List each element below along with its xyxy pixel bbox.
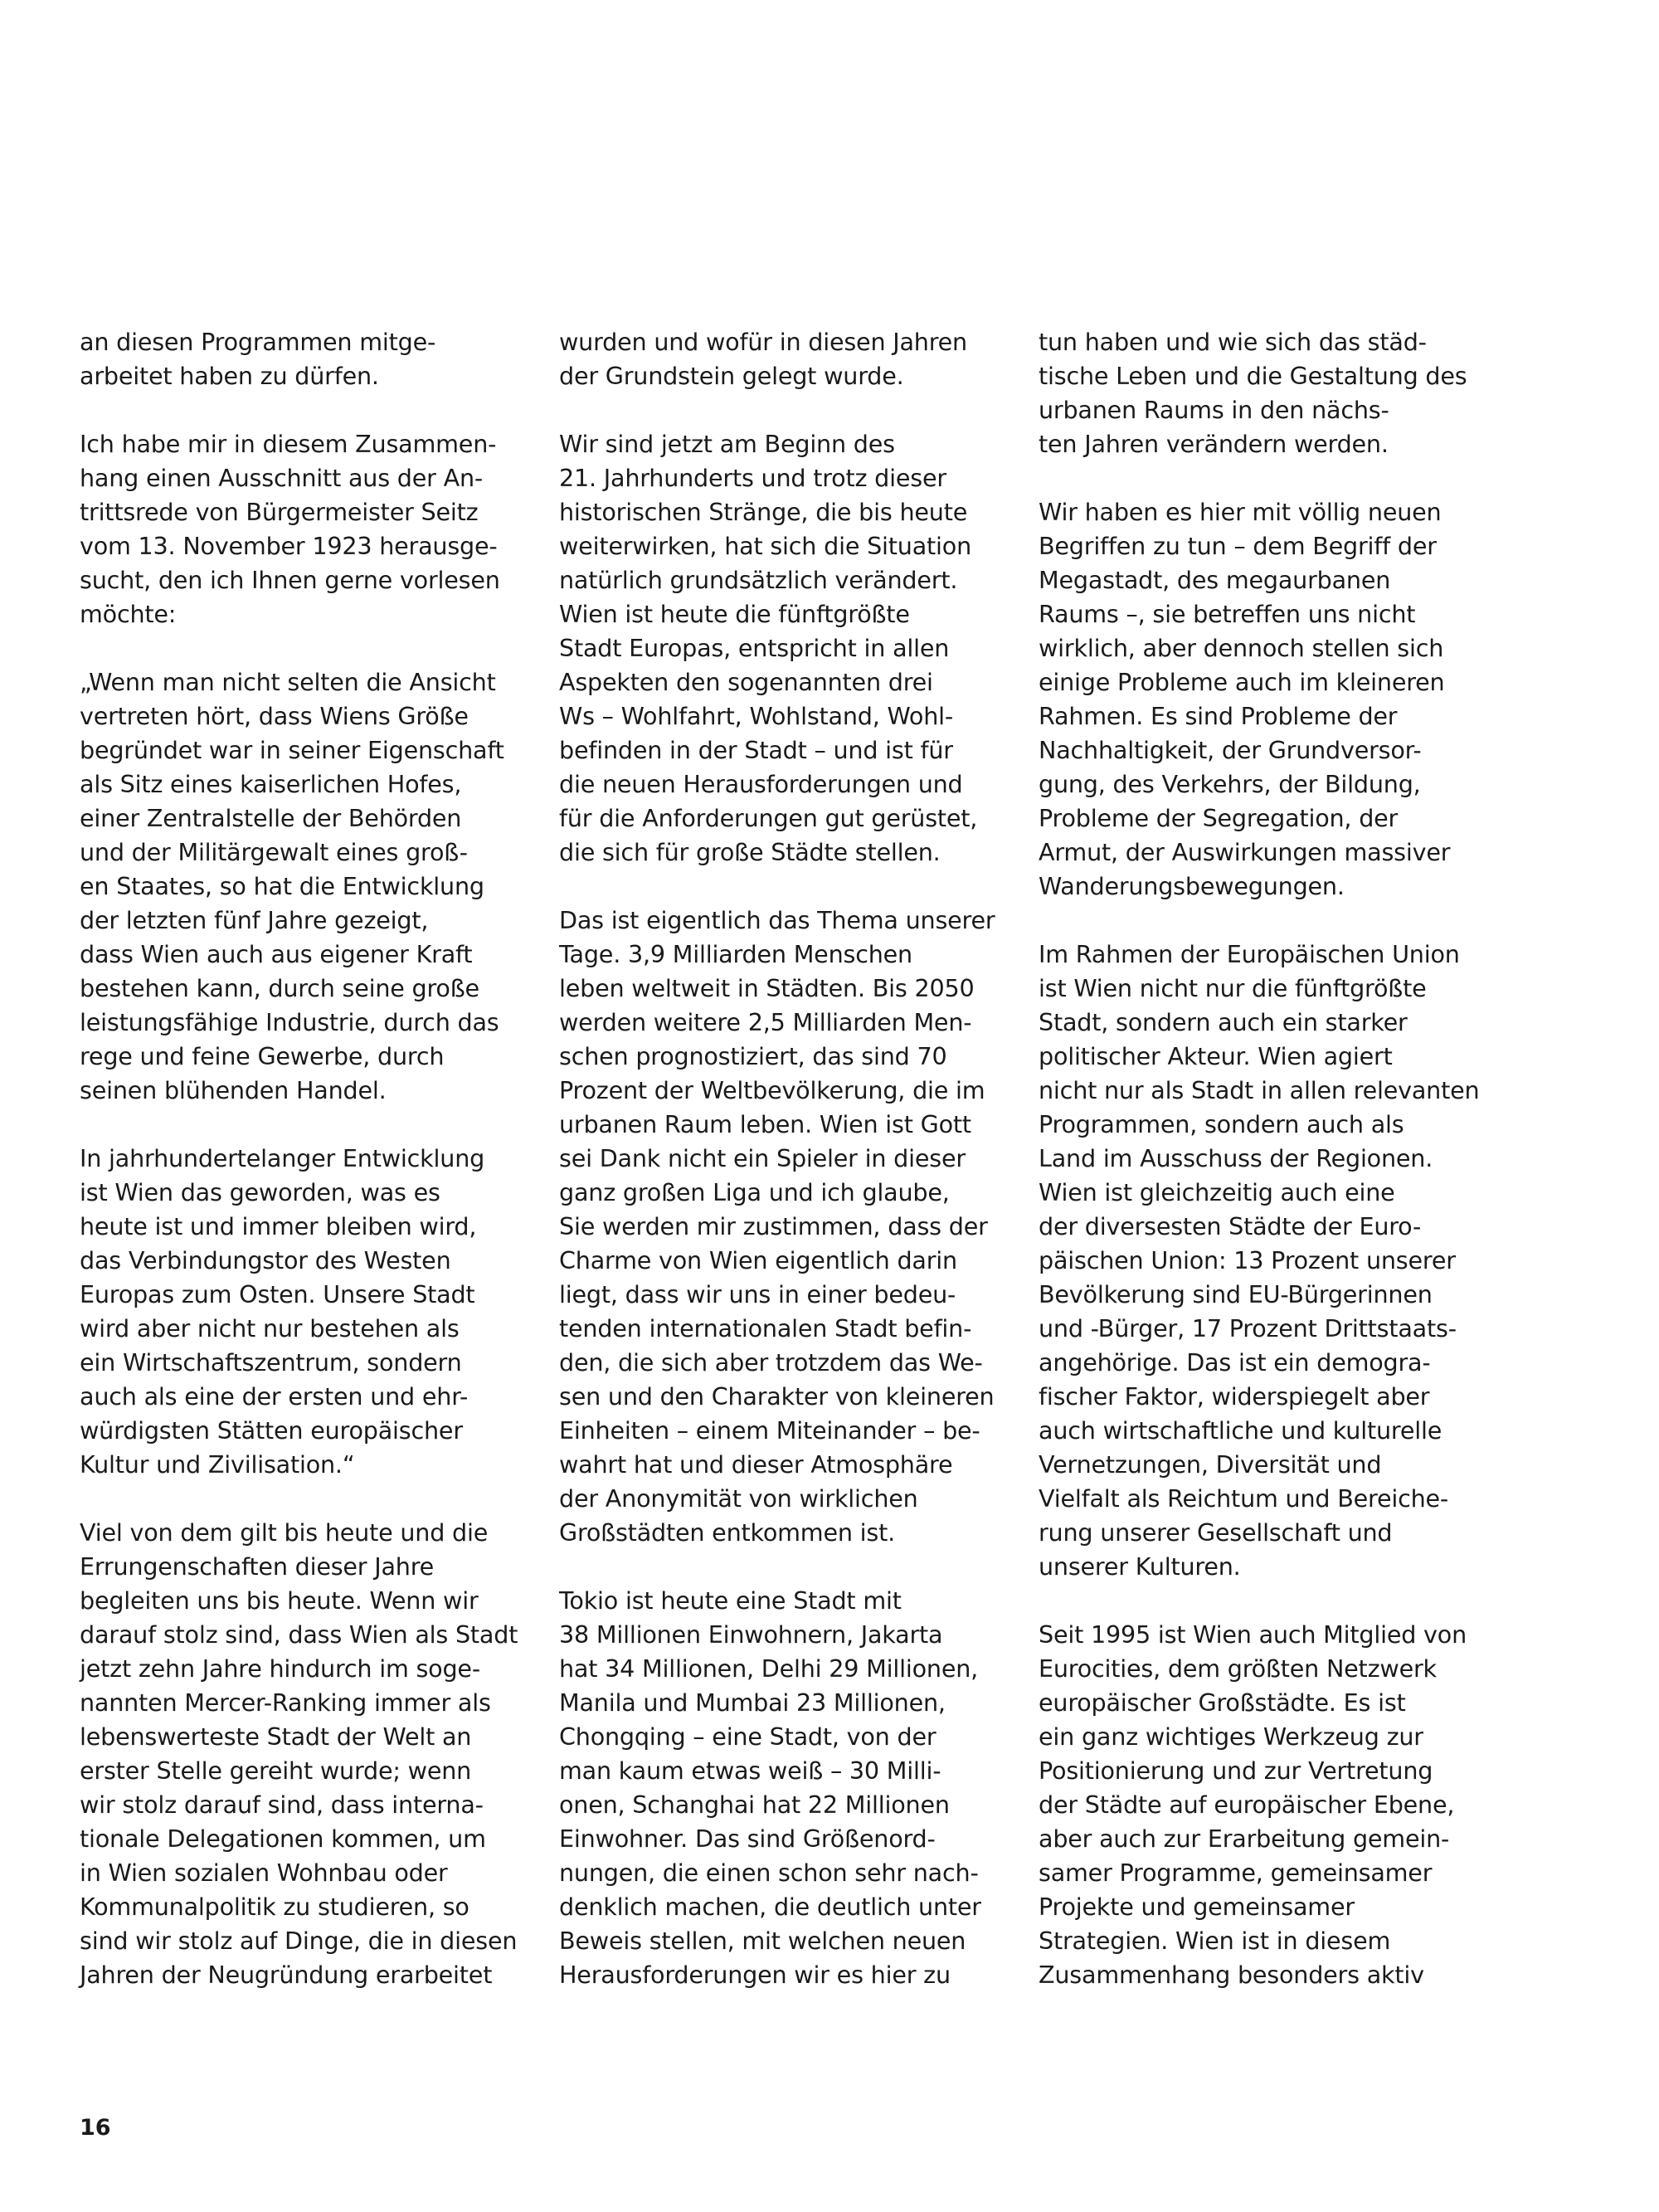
text-line: „Wenn man nicht selten die Ansicht (80, 668, 496, 696)
text-line: Vielfalt als Reichtum und Bereiche- (1039, 1484, 1449, 1513)
text-line: Nachhaltigkeit, der Grundversor- (1039, 736, 1422, 764)
text-line: rege und feine Gewerbe, durch (80, 1042, 445, 1070)
text-line: seinen blühenden Handel. (80, 1076, 387, 1104)
text-line: historischen Stränge, die bis heute (559, 498, 968, 526)
text-line: Sie werden mir zustimmen, dass der (559, 1212, 988, 1240)
text-line: einer Zentralstelle der Behörden (80, 804, 462, 832)
text-line: und der Militärgewalt eines groß- (80, 838, 468, 866)
text-line: der Anonymität von wirklichen (559, 1484, 918, 1513)
paragraph (1039, 325, 1503, 461)
text-line: trittsrede von Bürgermeister Seitz (80, 498, 479, 526)
text-line: Aspekten den sogenannten drei (559, 668, 933, 696)
text-line: der diversesten Städte der Euro- (1039, 1212, 1422, 1240)
text-column-1 (80, 325, 544, 2026)
text-line: Wir sind jetzt am Beginn des (559, 430, 895, 458)
text-line: jetzt zehn Jahre hindurch im soge- (80, 1654, 480, 1683)
text-line: Land im Ausschuss der Regionen. (1039, 1144, 1433, 1172)
paragraph (80, 325, 544, 393)
text-line: Beweis stellen, mit welchen neuen (559, 1927, 966, 1955)
text-line: arbeitet haben zu dürfen. (80, 362, 379, 390)
text-line: der Städte auf europäischer Ebene, (1039, 1791, 1455, 1819)
text-line: Kultur und Zivilisation.“ (80, 1450, 355, 1479)
text-line: Charme von Wien eigentlich darin (559, 1246, 957, 1274)
paragraph (559, 1584, 1024, 1992)
text-line: ein Wirtschaftszentrum, sondern (80, 1348, 462, 1376)
paragraph (80, 427, 544, 631)
paragraph (1039, 938, 1503, 1584)
text-line: Wanderungsbewegungen. (1039, 872, 1345, 900)
text-line: würdigsten Stätten europäischer (80, 1416, 463, 1445)
text-line: wir stolz darauf sind, dass interna- (80, 1791, 484, 1819)
text-line: an diesen Programmen mitge- (80, 328, 436, 356)
text-line: man kaum etwas weiß – 30 Milli- (559, 1756, 941, 1785)
text-line: Projekte und gemeinsamer (1039, 1893, 1355, 1921)
text-line: en Staates, so hat die Entwicklung (80, 872, 484, 900)
text-line: Programmen, sondern auch als (1039, 1110, 1404, 1138)
text-line: sen und den Charakter von kleineren (559, 1382, 995, 1411)
text-line: Begriffen zu tun – dem Begriff der (1039, 532, 1437, 560)
text-line: urbanen Raum leben. Wien ist Gott (559, 1110, 971, 1138)
text-line: Ws – Wohlfahrt, Wohlstand, Wohl- (559, 702, 953, 730)
paragraph (1039, 1618, 1503, 1992)
text-line: bestehen kann, durch seine große (80, 974, 479, 1002)
text-line: Zusammenhang besonders aktiv (1039, 1961, 1424, 1989)
text-line: Chongqing – eine Stadt, von der (559, 1722, 937, 1751)
text-line: nannten Mercer-Ranking immer als (80, 1688, 491, 1717)
text-line: wahrt hat und dieser Atmosphäre (559, 1450, 953, 1479)
text-line: Vernetzungen, Diversität und (1039, 1450, 1382, 1479)
text-line: Seit 1995 ist Wien auch Mitglied von (1039, 1620, 1467, 1649)
text-line: lebenswerteste Stadt der Welt an (80, 1722, 472, 1751)
text-line: der letzten fünf Jahre gezeigt, (80, 906, 429, 934)
text-line: Europas zum Osten. Unsere Stadt (80, 1280, 475, 1308)
text-line: dass Wien auch aus eigener Kraft (80, 940, 473, 968)
text-line: der Grundstein gelegt wurde. (559, 362, 904, 390)
text-line: Stadt, sondern auch ein starker (1039, 1008, 1408, 1036)
text-line: für die Anforderungen gut gerüstet, (559, 804, 978, 832)
text-line: Herausforderungen wir es hier zu (559, 1961, 951, 1989)
page-number: 16 (80, 2115, 111, 2141)
paragraph (80, 1142, 544, 1482)
text-line: denklich machen, die deutlich unter (559, 1893, 981, 1921)
text-line: samer Programme, gemeinsamer (1039, 1859, 1433, 1887)
text-line: Rahmen. Es sind Probleme der (1039, 702, 1398, 730)
text-line: weiterwirken, hat sich die Situation (559, 532, 972, 560)
text-line: möchte: (80, 600, 177, 628)
text-line: europäischer Großstädte. Es ist (1039, 1688, 1406, 1717)
paragraph (559, 904, 1024, 1550)
text-line: vom 13. November 1923 herausge- (80, 532, 498, 560)
text-line: einige Probleme auch im kleineren (1039, 668, 1445, 696)
text-line: ganz großen Liga und ich glaube, (559, 1178, 950, 1206)
text-line: sei Dank nicht ein Spieler in dieser (559, 1144, 966, 1172)
text-line: Wir haben es hier mit völlig neuen (1039, 498, 1442, 526)
text-line: gung, des Verkehrs, der Bildung, (1039, 770, 1421, 798)
text-line: nicht nur als Stadt in allen relevanten (1039, 1076, 1480, 1104)
text-line: ist Wien das geworden, was es (80, 1178, 440, 1206)
text-line: 21. Jahrhunderts und trotz dieser (559, 464, 946, 492)
text-line: wird aber nicht nur bestehen als (80, 1314, 460, 1342)
text-line: die sich für große Städte stellen. (559, 838, 941, 866)
text-line: rung unserer Gesellschaft und (1039, 1518, 1393, 1547)
text-line: Viel von dem gilt bis heute und die (80, 1518, 489, 1547)
text-line: vertreten hört, dass Wiens Größe (80, 702, 469, 730)
text-line: Errungenschaften dieser Jahre (80, 1552, 435, 1581)
text-line: Tage. 3,9 Milliarden Menschen (559, 940, 912, 968)
text-line: hang einen Ausschnitt aus der An- (80, 464, 483, 492)
text-line: darauf stolz sind, dass Wien als Stadt (80, 1620, 518, 1649)
text-line: ten Jahren verändern werden. (1039, 430, 1389, 458)
text-line: sucht, den ich Ihnen gerne vorlesen (80, 566, 500, 594)
text-line: werden weitere 2,5 Milliarden Men- (559, 1008, 972, 1036)
text-line: Das ist eigentlich das Thema unserer (559, 906, 995, 934)
text-line: Bevölkerung sind EU-Bürgerinnen (1039, 1280, 1433, 1308)
text-line: ein ganz wichtiges Werkzeug zur (1039, 1722, 1423, 1751)
text-line: begründet war in seiner Eigenschaft (80, 736, 504, 764)
text-line: tun haben und wie sich das städ- (1039, 328, 1427, 356)
text-line: Kommunalpolitik zu studieren, so (80, 1893, 469, 1921)
text-line: befinden in der Stadt – und ist für (559, 736, 953, 764)
text-line: Ich habe mir in diesem Zusammen- (80, 430, 497, 458)
text-line: aber auch zur Erarbeitung gemein- (1039, 1825, 1450, 1853)
text-line: heute ist und immer bleiben wird, (80, 1212, 477, 1240)
text-line: liegt, dass wir uns in einer bedeu- (559, 1280, 956, 1308)
text-line: in Wien sozialen Wohnbau oder (80, 1859, 448, 1887)
text-line: leben weltweit in Städten. Bis 2050 (559, 974, 975, 1002)
text-line: Jahren der Neugründung erarbeitet (80, 1961, 493, 1989)
text-line: begleiten uns bis heute. Wenn wir (80, 1586, 479, 1615)
text-line: Positionierung und zur Vertretung (1039, 1756, 1433, 1785)
text-line: tenden internationalen Stadt befin- (559, 1314, 972, 1342)
text-line: Strategien. Wien ist in diesem (1039, 1927, 1391, 1955)
text-line: päischen Union: 13 Prozent unserer (1039, 1246, 1456, 1274)
text-line: Einheiten – einem Miteinander – be- (559, 1416, 980, 1445)
text-line: Einwohner. Das sind Größenord- (559, 1825, 936, 1853)
text-line: Megastadt, des megaurbanen (1039, 566, 1391, 594)
text-line: unserer Kulturen. (1039, 1552, 1241, 1581)
text-line: die neuen Herausforderungen und (559, 770, 963, 798)
paragraph (1039, 495, 1503, 904)
text-line: Wien ist heute die fünftgrößte (559, 600, 910, 628)
text-column-3 (1039, 325, 1503, 2026)
text-line: Eurocities, dem größten Netzwerk (1039, 1654, 1437, 1683)
text-line: hat 34 Millionen, Delhi 29 Millionen, (559, 1654, 979, 1683)
text-line: Raums –, sie betreffen uns nicht (1039, 600, 1416, 628)
text-line: leistungsfähige Industrie, durch das (80, 1008, 499, 1036)
text-line: auch als eine der ersten und ehr- (80, 1382, 469, 1411)
text-line: tische Leben und die Gestaltung des (1039, 362, 1467, 390)
text-line: wirklich, aber dennoch stellen sich (1039, 634, 1444, 662)
text-line: Großstädten entkommen ist. (559, 1518, 895, 1547)
text-line: erster Stelle gereiht wurde; wenn (80, 1756, 472, 1785)
text-line: Tokio ist heute eine Stadt mit (559, 1586, 902, 1615)
text-column-2 (559, 325, 1024, 2026)
text-line: als Sitz eines kaiserlichen Hofes, (80, 770, 462, 798)
text-line: Probleme der Segregation, der (1039, 804, 1399, 832)
text-line: Wien ist gleichzeitig auch eine (1039, 1178, 1395, 1206)
text-line: das Verbindungstor des Westen (80, 1246, 451, 1274)
text-line: ist Wien nicht nur die fünftgrößte (1039, 974, 1427, 1002)
text-line: Prozent der Weltbevölkerung, die im (559, 1076, 985, 1104)
text-line: 38 Millionen Einwohnern, Jakarta (559, 1620, 943, 1649)
text-line: politischer Akteur. Wien agiert (1039, 1042, 1393, 1070)
text-line: Manila und Mumbai 23 Millionen, (559, 1688, 946, 1717)
text-line: Im Rahmen der Europäischen Union (1039, 940, 1460, 968)
text-line: nungen, die einen schon sehr nach- (559, 1859, 979, 1887)
text-line: sind wir stolz auf Dinge, die in diesen (80, 1927, 518, 1955)
text-line: In jahrhundertelanger Entwicklung (80, 1144, 485, 1172)
paragraph (80, 665, 544, 1108)
paragraph (559, 427, 1024, 870)
paragraph (80, 1516, 544, 1992)
text-line: wurden und wofür in diesen Jahren (559, 328, 967, 356)
text-line: Stadt Europas, entspricht in allen (559, 634, 950, 662)
text-line: urbanen Raums in den nächs- (1039, 396, 1389, 424)
text-line: fischer Faktor, widerspiegelt aber (1039, 1382, 1430, 1411)
text-line: tionale Delegationen kommen, um (80, 1825, 486, 1853)
paragraph (559, 325, 1024, 393)
text-line: schen prognostiziert, das sind 70 (559, 1042, 947, 1070)
text-line: auch wirtschaftliche und kulturelle (1039, 1416, 1443, 1445)
text-line: den, die sich aber trotzdem das We- (559, 1348, 983, 1376)
text-line: natürlich grundsätzlich verändert. (559, 566, 958, 594)
text-line: Armut, der Auswirkungen massiver (1039, 838, 1451, 866)
text-line: angehörige. Das ist ein demogra- (1039, 1348, 1431, 1376)
text-line: onen, Schanghai hat 22 Millionen (559, 1791, 950, 1819)
text-line: und -Bürger, 17 Prozent Drittstaats- (1039, 1314, 1457, 1342)
